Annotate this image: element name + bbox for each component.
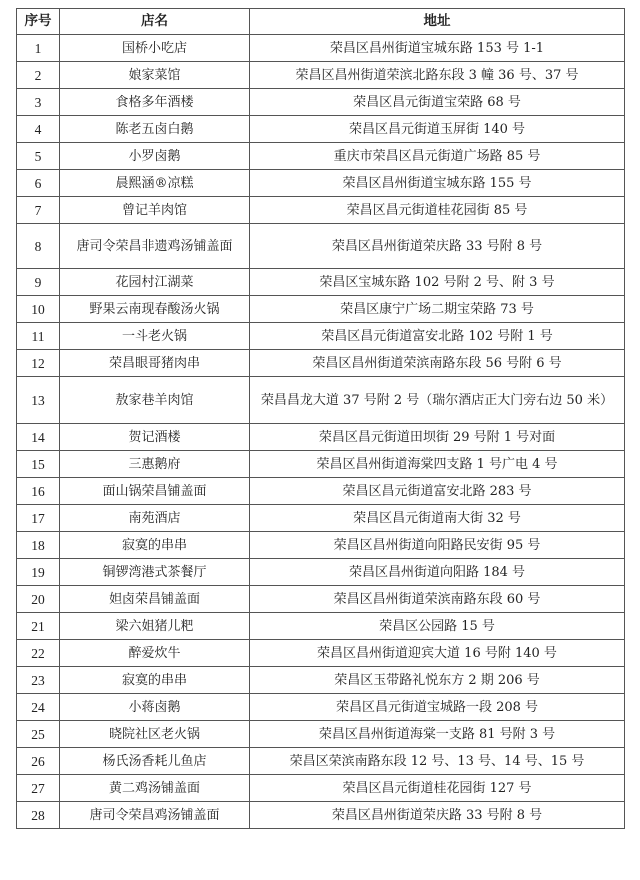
restaurant-address: 荣昌昌龙大道 37 号附 2 号（瑞尔酒店正大门旁右边 50 米） bbox=[250, 377, 625, 424]
table-row bbox=[17, 559, 625, 586]
restaurant-name: 三惠鹅府 bbox=[60, 451, 250, 478]
restaurant-address: 荣昌区昌元街道玉屏街 140 号 bbox=[250, 116, 625, 143]
document-page bbox=[16, 8, 624, 829]
table-row bbox=[17, 116, 625, 143]
row-index: 1 bbox=[17, 35, 60, 62]
table-row bbox=[17, 377, 625, 424]
table-header-row bbox=[17, 9, 625, 35]
restaurant-address: 荣昌区昌元街道桂花园街 127 号 bbox=[250, 775, 625, 802]
row-index: 20 bbox=[17, 586, 60, 613]
restaurant-name: 唐司令荣昌非遗鸡汤铺盖面 bbox=[60, 224, 250, 269]
row-index: 18 bbox=[17, 532, 60, 559]
restaurant-address: 荣昌区昌州街道迎宾大道 16 号附 140 号 bbox=[250, 640, 625, 667]
restaurant-name: 晨熙涵®凉糕 bbox=[60, 170, 250, 197]
row-index: 16 bbox=[17, 478, 60, 505]
restaurant-address: 荣昌区昌元街道富安北路 102 号附 1 号 bbox=[250, 323, 625, 350]
restaurant-name: 铜锣湾港式茶餐厅 bbox=[60, 559, 250, 586]
restaurant-name: 寂寞的串串 bbox=[60, 532, 250, 559]
row-index: 23 bbox=[17, 667, 60, 694]
row-index: 10 bbox=[17, 296, 60, 323]
restaurant-address: 荣昌区昌州街道宝城东路 153 号 1-1 bbox=[250, 35, 625, 62]
restaurant-address: 荣昌区昌州街道荣滨南路东段 56 号附 6 号 bbox=[250, 350, 625, 377]
table-row bbox=[17, 424, 625, 451]
row-index: 13 bbox=[17, 377, 60, 424]
restaurant-table bbox=[16, 8, 625, 829]
table-row bbox=[17, 143, 625, 170]
row-index: 15 bbox=[17, 451, 60, 478]
restaurant-name: 面山锅荣昌铺盖面 bbox=[60, 478, 250, 505]
restaurant-address: 荣昌区昌州街道向阳路民安街 95 号 bbox=[250, 532, 625, 559]
table-row bbox=[17, 478, 625, 505]
restaurant-name: 醉爱炊牛 bbox=[60, 640, 250, 667]
table-row bbox=[17, 35, 625, 62]
restaurant-name: 黄二鸡汤铺盖面 bbox=[60, 775, 250, 802]
table-row bbox=[17, 296, 625, 323]
row-index: 4 bbox=[17, 116, 60, 143]
restaurant-name: 晓院社区老火锅 bbox=[60, 721, 250, 748]
table-row bbox=[17, 350, 625, 377]
restaurant-name: 杨氏汤香耗儿鱼店 bbox=[60, 748, 250, 775]
table-row bbox=[17, 721, 625, 748]
restaurant-name: 陈老五卤白鹅 bbox=[60, 116, 250, 143]
restaurant-name: 荣昌眼哥猪肉串 bbox=[60, 350, 250, 377]
row-index: 6 bbox=[17, 170, 60, 197]
restaurant-name: 小罗卤鹅 bbox=[60, 143, 250, 170]
restaurant-address: 荣昌区昌元街道田坝街 29 号附 1 号对面 bbox=[250, 424, 625, 451]
restaurant-address: 荣昌区昌州街道宝城东路 155 号 bbox=[250, 170, 625, 197]
table-row bbox=[17, 224, 625, 269]
row-index: 7 bbox=[17, 197, 60, 224]
table-row bbox=[17, 694, 625, 721]
restaurant-name: 花园村江湖菜 bbox=[60, 269, 250, 296]
restaurant-address: 荣昌区昌州街道海棠一支路 81 号附 3 号 bbox=[250, 721, 625, 748]
restaurant-name: 曾记羊肉馆 bbox=[60, 197, 250, 224]
restaurant-name: 寂寞的串串 bbox=[60, 667, 250, 694]
restaurant-address: 荣昌区荣滨南路东段 12 号、13 号、14 号、15 号 bbox=[250, 748, 625, 775]
restaurant-address: 荣昌区昌州街道荣滨南路东段 60 号 bbox=[250, 586, 625, 613]
table-row bbox=[17, 775, 625, 802]
table-row bbox=[17, 62, 625, 89]
row-index: 25 bbox=[17, 721, 60, 748]
row-index: 11 bbox=[17, 323, 60, 350]
restaurant-address: 荣昌区昌元街道桂花园街 85 号 bbox=[250, 197, 625, 224]
restaurant-name: 南苑酒店 bbox=[60, 505, 250, 532]
restaurant-address: 荣昌区昌州街道荣庆路 33 号附 8 号 bbox=[250, 224, 625, 269]
restaurant-name: 唐司令荣昌鸡汤铺盖面 bbox=[60, 802, 250, 829]
restaurant-address: 荣昌区昌元街道宝荣路 68 号 bbox=[250, 89, 625, 116]
row-index: 12 bbox=[17, 350, 60, 377]
table-row bbox=[17, 748, 625, 775]
table-row bbox=[17, 197, 625, 224]
row-index: 22 bbox=[17, 640, 60, 667]
row-index: 24 bbox=[17, 694, 60, 721]
restaurant-name: 小蒋卤鹅 bbox=[60, 694, 250, 721]
restaurant-address: 荣昌区昌元街道富安北路 283 号 bbox=[250, 478, 625, 505]
row-index: 27 bbox=[17, 775, 60, 802]
restaurant-address: 重庆市荣昌区昌元街道广场路 85 号 bbox=[250, 143, 625, 170]
restaurant-name: 敖家巷羊肉馆 bbox=[60, 377, 250, 424]
table-body bbox=[17, 35, 625, 829]
restaurant-name: 妲卤荣昌铺盖面 bbox=[60, 586, 250, 613]
table-row bbox=[17, 640, 625, 667]
row-index: 2 bbox=[17, 62, 60, 89]
row-index: 3 bbox=[17, 89, 60, 116]
table-row bbox=[17, 451, 625, 478]
table-row bbox=[17, 269, 625, 296]
table-row bbox=[17, 802, 625, 829]
restaurant-name: 野果云南现春酸汤火锅 bbox=[60, 296, 250, 323]
restaurant-address: 荣昌区昌元街道南大街 32 号 bbox=[250, 505, 625, 532]
restaurant-address: 荣昌区昌州街道海棠四支路 1 号广电 4 号 bbox=[250, 451, 625, 478]
row-index: 5 bbox=[17, 143, 60, 170]
restaurant-address: 荣昌区昌州街道荣滨北路东段 3 幢 36 号、37 号 bbox=[250, 62, 625, 89]
restaurant-name: 一斗老火锅 bbox=[60, 323, 250, 350]
row-index: 9 bbox=[17, 269, 60, 296]
restaurant-name: 贺记酒楼 bbox=[60, 424, 250, 451]
restaurant-address: 荣昌区公园路 15 号 bbox=[250, 613, 625, 640]
header-name: 店名 bbox=[60, 9, 250, 35]
restaurant-address: 荣昌区昌元街道宝城路一段 208 号 bbox=[250, 694, 625, 721]
row-index: 8 bbox=[17, 224, 60, 269]
table-row bbox=[17, 586, 625, 613]
restaurant-name: 梁六姐猪儿粑 bbox=[60, 613, 250, 640]
header-address: 地址 bbox=[250, 9, 625, 35]
table-row bbox=[17, 667, 625, 694]
table-row bbox=[17, 170, 625, 197]
restaurant-address: 荣昌区玉带路礼悦东方 2 期 206 号 bbox=[250, 667, 625, 694]
row-index: 28 bbox=[17, 802, 60, 829]
restaurant-address: 荣昌区宝城东路 102 号附 2 号、附 3 号 bbox=[250, 269, 625, 296]
header-index: 序号 bbox=[17, 9, 60, 35]
row-index: 17 bbox=[17, 505, 60, 532]
restaurant-address: 荣昌区昌州街道荣庆路 33 号附 8 号 bbox=[250, 802, 625, 829]
table-row bbox=[17, 323, 625, 350]
table-row bbox=[17, 505, 625, 532]
row-index: 19 bbox=[17, 559, 60, 586]
table-row bbox=[17, 613, 625, 640]
restaurant-name: 国桥小吃店 bbox=[60, 35, 250, 62]
restaurant-name: 娘家菜馆 bbox=[60, 62, 250, 89]
row-index: 14 bbox=[17, 424, 60, 451]
restaurant-name: 食格多年酒楼 bbox=[60, 89, 250, 116]
row-index: 21 bbox=[17, 613, 60, 640]
restaurant-address: 荣昌区昌州街道向阳路 184 号 bbox=[250, 559, 625, 586]
restaurant-address: 荣昌区康宁广场二期宝荣路 73 号 bbox=[250, 296, 625, 323]
table-row bbox=[17, 532, 625, 559]
table-row bbox=[17, 89, 625, 116]
row-index: 26 bbox=[17, 748, 60, 775]
